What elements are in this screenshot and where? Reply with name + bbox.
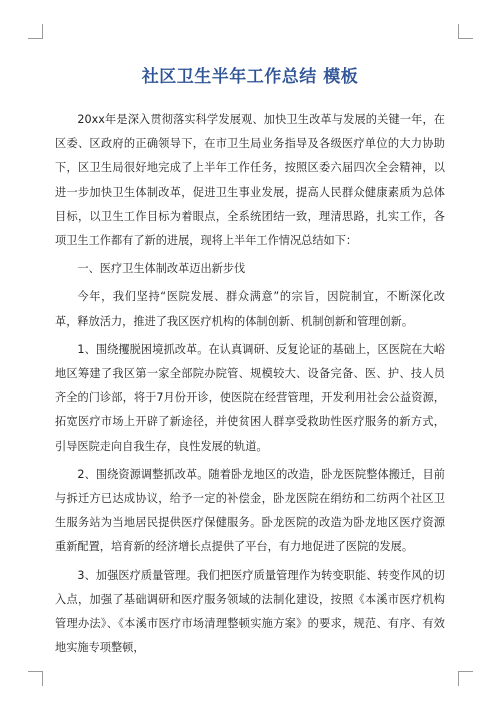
crop-mark-bottom-right xyxy=(458,671,473,686)
document-body xyxy=(55,108,445,660)
document-title: 社区卫生半年工作总结 模板 xyxy=(141,67,359,87)
paragraph: 今年，我们坚持“医院发展、群众满意”的宗旨，因院制宜，不断深化改革，释放活力，推进了我区医疗机构的体制创新、机制创新和管理创新。 xyxy=(55,290,445,328)
crop-mark-bottom-left xyxy=(28,671,43,686)
paragraph-intro: 20xx年是深入贯彻落实科学发展观、加快卫生改革与发展的关键一年，在区委、区政府的正确领导下，在市卫生局业务指导及各级医疗单位的大力协助下，区卫生局很好地完成了上半年工作任务，按照区委六届四次全会精神，以进一步加快卫生体制改革，促进卫生事业发展，提高人民群众健康素质为总体目标，以卫生工作目标为着眼点，全系统团结一致，理清思路，扎实工作，各项卫生工作都有了新的进展，现将上半年工作情况总结如下： xyxy=(55,113,445,248)
paragraph: 3、加强医疗质量管理。我们把医疗质量管理作为转变职能、转变作风的切入点，加强了基础调研和医疗服务领域的法制化建设，按照《本溪市医疗机构管理办法》、《本溪市医疗市场清理整顿实施方案》的要求，规范、有序、有效地实施专项整顿， xyxy=(55,568,445,655)
crop-mark-top-left xyxy=(28,24,43,39)
paragraph: 1、围绕攫脱困境抓改革。在认真调研、反复论证的基础上，区医院在大峪地区筹建了我区第一家全部院办院管、规模较大、设备完备、医、护、技人员齐全的门诊部，将于7月份开诊，使医院在经营管理，开发利用社会公益资源，拓宽医疗市场上开辟了新途径，并使贫困人群享受救助性医疗服务的新方式，引导医院走向自我生存，良性发展的轨道。 xyxy=(55,342,445,453)
crop-mark-top-right xyxy=(458,24,473,39)
section-heading: 一、医疗卫生体制改革迈出新步伐 xyxy=(77,262,246,276)
paragraph: 2、围绕资源调整抓改革。随着卧龙地区的改造，卧龙医院整体搬迁，目前与拆迁方已达成协议，给予一定的补偿金，卧龙医院在绢纺和二纺两个社区卫生服务站为当地居民提供医疗保健服务。卧龙医院的改造为卧龙地区医疗资源重新配置，培育新的经济增长点提供了平台，有力地促进了医院的发展。 xyxy=(55,467,445,554)
